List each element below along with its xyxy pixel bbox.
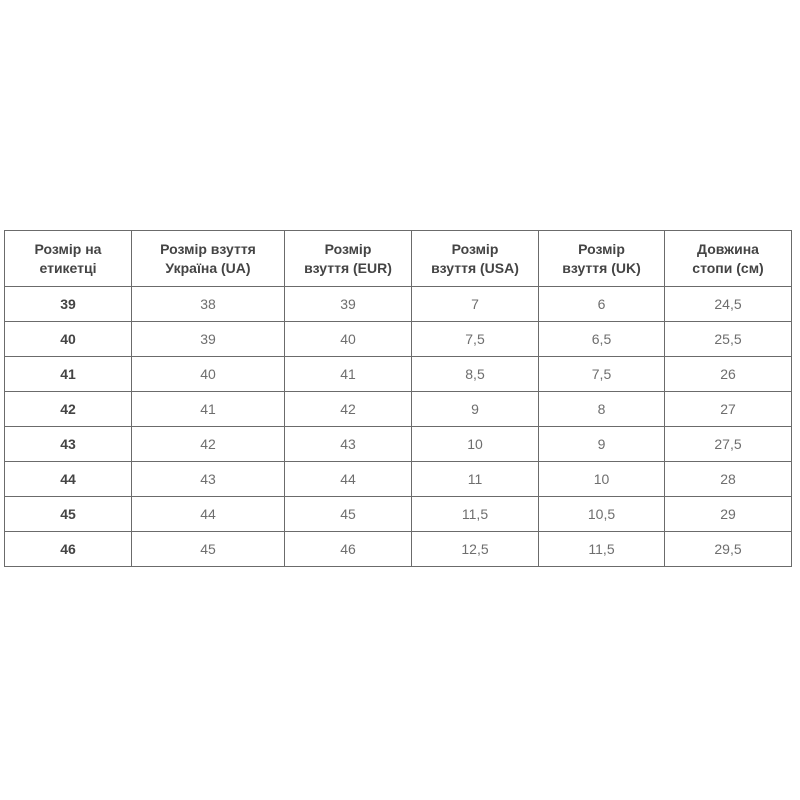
cell-usa-size: 11 xyxy=(412,462,539,497)
header-line: Розмір xyxy=(324,240,372,257)
column-header-usa-size xyxy=(412,231,539,287)
column-header-label-size xyxy=(5,231,132,287)
header-line: взуття (EUR) xyxy=(304,259,392,276)
cell-uk-size: 10,5 xyxy=(539,497,665,532)
table-row xyxy=(5,497,792,532)
cell-uk-size: 11,5 xyxy=(539,532,665,567)
cell-foot-length: 25,5 xyxy=(665,322,792,357)
cell-usa-size: 7 xyxy=(412,287,539,322)
header-line: етикетці xyxy=(39,259,97,276)
cell-ua-size: 39 xyxy=(132,322,285,357)
cell-ua-size: 44 xyxy=(132,497,285,532)
cell-eur-size: 42 xyxy=(285,392,412,427)
cell-label-size: 40 xyxy=(5,322,132,357)
table-header-row xyxy=(5,231,792,287)
header-line: стопи (см) xyxy=(692,259,764,276)
header-line: взуття (UK) xyxy=(562,259,641,276)
column-header-ua-size xyxy=(132,231,285,287)
cell-foot-length: 27 xyxy=(665,392,792,427)
cell-label-size: 42 xyxy=(5,392,132,427)
cell-ua-size: 45 xyxy=(132,532,285,567)
cell-label-size: 44 xyxy=(5,462,132,497)
table-body xyxy=(5,287,792,567)
table-row xyxy=(5,322,792,357)
table-row xyxy=(5,462,792,497)
header-line: Розмір на xyxy=(34,240,102,257)
cell-ua-size: 43 xyxy=(132,462,285,497)
header-line: Розмір xyxy=(451,240,499,257)
cell-ua-size: 41 xyxy=(132,392,285,427)
cell-eur-size: 45 xyxy=(285,497,412,532)
header-line: Розмір xyxy=(578,240,625,257)
cell-label-size: 43 xyxy=(5,427,132,462)
header-line: взуття (USA) xyxy=(431,259,519,276)
cell-usa-size: 11,5 xyxy=(412,497,539,532)
cell-eur-size: 41 xyxy=(285,357,412,392)
cell-label-size: 45 xyxy=(5,497,132,532)
cell-foot-length: 28 xyxy=(665,462,792,497)
cell-eur-size: 44 xyxy=(285,462,412,497)
cell-ua-size: 40 xyxy=(132,357,285,392)
cell-foot-length: 29,5 xyxy=(665,532,792,567)
table-row xyxy=(5,287,792,322)
cell-uk-size: 7,5 xyxy=(539,357,665,392)
cell-usa-size: 7,5 xyxy=(412,322,539,357)
cell-foot-length: 27,5 xyxy=(665,427,792,462)
cell-usa-size: 10 xyxy=(412,427,539,462)
cell-usa-size: 8,5 xyxy=(412,357,539,392)
table-row xyxy=(5,427,792,462)
column-header-eur-size xyxy=(285,231,412,287)
cell-usa-size: 9 xyxy=(412,392,539,427)
cell-eur-size: 40 xyxy=(285,322,412,357)
cell-uk-size: 6 xyxy=(539,287,665,322)
cell-label-size: 39 xyxy=(5,287,132,322)
cell-uk-size: 10 xyxy=(539,462,665,497)
cell-foot-length: 29 xyxy=(665,497,792,532)
cell-foot-length: 26 xyxy=(665,357,792,392)
cell-eur-size: 43 xyxy=(285,427,412,462)
cell-foot-length: 24,5 xyxy=(665,287,792,322)
table-row xyxy=(5,357,792,392)
cell-ua-size: 42 xyxy=(132,427,285,462)
cell-eur-size: 39 xyxy=(285,287,412,322)
cell-uk-size: 6,5 xyxy=(539,322,665,357)
header-line: Україна (UA) xyxy=(165,259,251,276)
cell-usa-size: 12,5 xyxy=(412,532,539,567)
cell-uk-size: 9 xyxy=(539,427,665,462)
column-header-foot-length xyxy=(665,231,792,287)
shoe-size-conversion-table xyxy=(4,230,792,567)
table-row xyxy=(5,532,792,567)
column-header-uk-size xyxy=(539,231,665,287)
table-row xyxy=(5,392,792,427)
cell-eur-size: 46 xyxy=(285,532,412,567)
cell-ua-size: 38 xyxy=(132,287,285,322)
cell-uk-size: 8 xyxy=(539,392,665,427)
header-line: Довжина xyxy=(697,240,759,257)
cell-label-size: 41 xyxy=(5,357,132,392)
cell-label-size: 46 xyxy=(5,532,132,567)
header-line: Розмір взуття xyxy=(160,240,256,257)
